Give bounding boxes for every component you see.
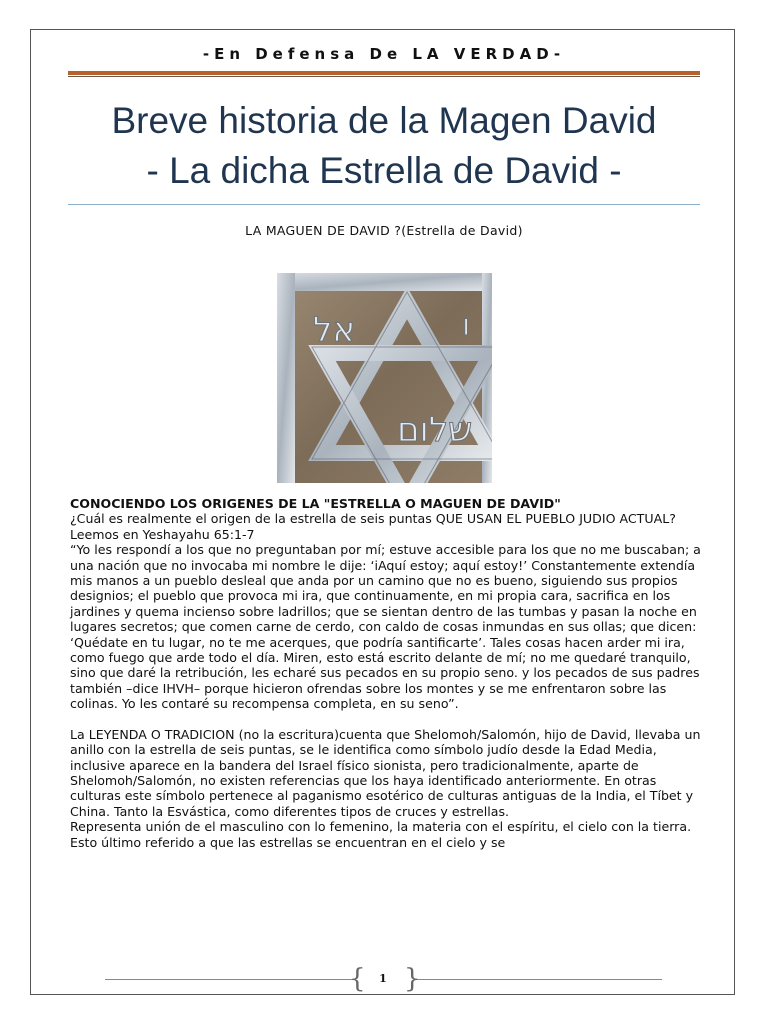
inscription-bottom: שלום xyxy=(397,410,473,450)
running-header: -En Defensa De LA VERDAD- xyxy=(202,45,566,63)
paragraph-gap xyxy=(70,712,702,727)
paragraph-meaning: Representa unión de el masculino con lo femenino, la materia con el espíritu, el cielo con la tierra. Esto último referido a que las estrellas se encuentran en el cielo y se xyxy=(70,819,692,850)
body-text xyxy=(70,496,702,850)
footer-bracket-right: } xyxy=(404,964,421,994)
page-number: 1 xyxy=(379,972,387,985)
title-line-2: - La dicha Estrella de David - xyxy=(146,150,622,191)
inscription-right: ו xyxy=(462,308,471,343)
star-of-david-image xyxy=(277,273,492,483)
paragraph-reference: Leemos en Yeshayahu 65:1-7 xyxy=(70,526,255,542)
footer-rule-left xyxy=(105,979,353,980)
subheading: LA MAGUEN DE DAVID ?(Estrella de David) xyxy=(245,223,523,238)
paragraph-quote: “Yo les respondí a los que no preguntaban por mí; estuve accesible para los que no me buscaban; a una nación que no invocaba mi nombre le dije: ‘iAquí estoy; aquí estoy!’ Constantemente extendía mis manos a un pueblo desleal que anda por un camino que no es bueno, siguiendo sus propios designios; el pueblo que provoca mi ira, que continuamente, en mi propia cara, sacrifica en los jardines y quema incienso sobre ladrillos; que se sientan dentro de las tumbas y pasan la noche en lugares secretos; que comen carne de cerdo, con caldo de cosas inmundas en sus ollas; que dicen: ‘Quédate en tu lugar, no te me acerques, que podría santificarte’. Tales cosas hacen arder mi ira, como fuego que arde todo el día. Miren, esto está escrito delante de mí; no me quedaré tranquilo, sino que daré la retribución, les echaré sus pecados en su propio seno. y los pecados de sus padres también –dice IHVH– porque hicieron ofrendas sobre los montes y se me enfrentaron sobre las colinas. Yo les contaré su recompensa completa, en su seno”. xyxy=(70,542,701,712)
inscription-left: אל xyxy=(313,310,356,350)
title-line-1: Breve historia de la Magen David xyxy=(111,100,657,141)
header-rule-thin xyxy=(68,76,700,77)
header-rule xyxy=(68,71,700,75)
paragraph-legend: La LEYENDA O TRADICION (no la escritura)cuenta que Shelomoh/Salomón, hijo de David, llevaba un anillo con la estrella de seis puntas, se le identifica como símbolo judío desde la Edad Media, inclusive aparece en la bandera del Israel físico sionista, pero tradicionalmente, aparte de Shelomoh/Salomón, no existen referencias que los haya identificado anteriormente. En otras culturas este símbolo pertenece al paganismo esotérico de culturas antiguas de la India, el Tíbet y China. Tanto la Esvástica, como diferentes tipos de cruces y estrellas. xyxy=(70,726,701,819)
footer-bracket-left: { xyxy=(349,964,366,994)
star-of-david-photo xyxy=(277,273,492,483)
paragraph-question: ¿Cuál es realmente el origen de la estrella de seis puntas QUE USAN EL PUEBLO JUDIO ACTUAL? xyxy=(70,511,676,527)
section-heading: CONOCIENDO LOS ORIGENES DE LA "ESTRELLA O MAGUEN DE DAVID" xyxy=(70,496,561,511)
document-title xyxy=(0,96,768,196)
footer-rule-right xyxy=(414,979,662,980)
title-rule xyxy=(68,204,700,205)
